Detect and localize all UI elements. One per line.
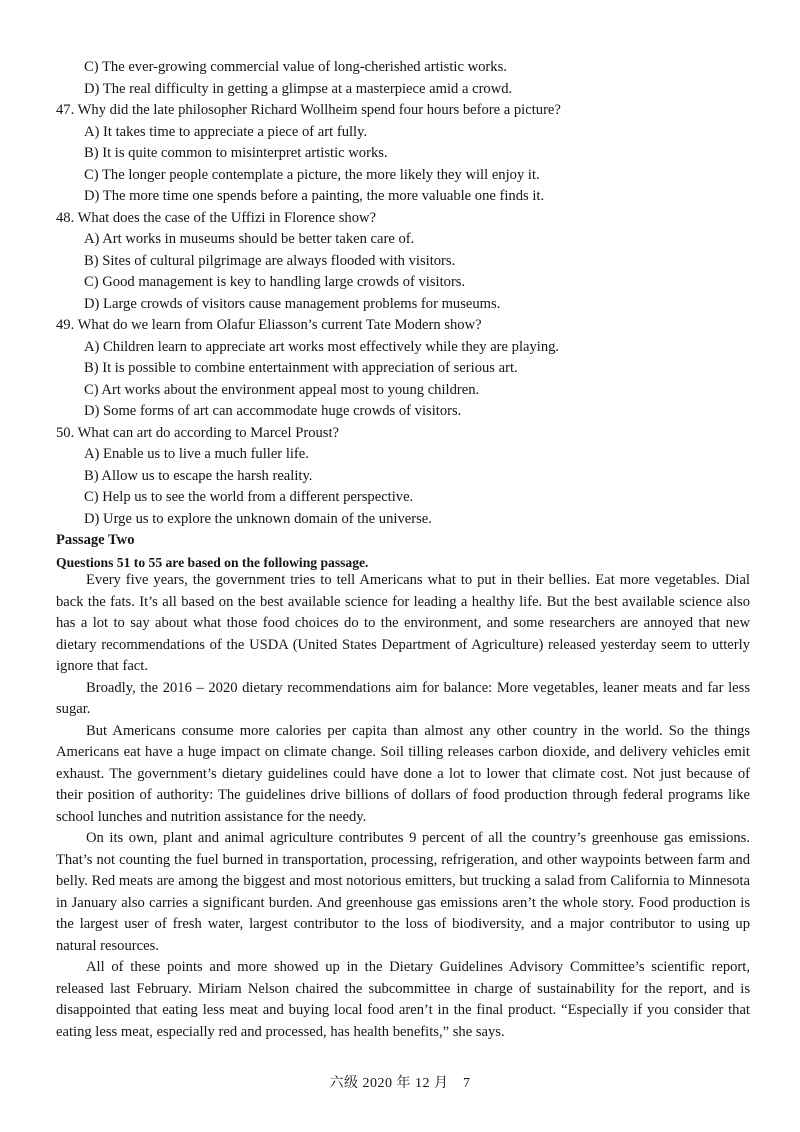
- question-49: [0, 315, 800, 423]
- passage-subtitle: Questions 51 to 55 are based on the following passage.: [56, 554, 369, 570]
- option-line: D) Some forms of art can accommodate huge crowds of visitors.: [84, 403, 462, 419]
- question-stem: 49. What do we learn from Olafur Eliasson’s current Tate Modern show?: [56, 317, 482, 333]
- option-line: B) It is quite common to misinterpret artistic works.: [84, 145, 388, 161]
- option-line: C) Art works about the environment appeal most to young children.: [84, 381, 480, 398]
- option-line: D) The more time one spends before a painting, the more valuable one finds it.: [84, 188, 545, 204]
- question-list: [0, 100, 800, 573]
- question-48: [0, 208, 800, 316]
- option-line: C) Help us to see the world from a different perspective.: [84, 489, 414, 505]
- passage-paragraph: All of these points and more showed up in the Dietary Guidelines Advisory Committee’s scientific report, released last February. Miriam Nelson chaired the subcommittee in charge of sustainability for the report, and is disappointed that eating less meat and buying local food aren’t in the final product. “Especially if you consider that eating less meat, especially red and processed, has health benefits,” she says.: [56, 959, 750, 1040]
- option-line: C) Good management is key to handling large crowds of visitors.: [84, 274, 466, 290]
- question-stem: 47. Why did the late philosopher Richard Wollheim spend four hours before a picture?: [56, 102, 561, 118]
- option-line: D) Large crowds of visitors cause management problems for museums.: [84, 295, 501, 312]
- option-line: A) It takes time to appreciate a piece of art fully.: [84, 123, 368, 140]
- passage-paragraph: Every five years, the government tries to tell Americans what to put in their bellies. Eat more vegetables. Dial back the fats. It’s all based on the best available science for leading a healthy life. But the best available science also has a lot to say about what those food choices do to the environment, and some researchers are annoyed that new dietary recommendations of the USDA (United States Department of Agriculture) released yesterday seem to utterly ignore that fact.: [56, 572, 750, 674]
- previous-question-options: [0, 57, 800, 100]
- question-47: [0, 100, 800, 208]
- option-line: B) Allow us to escape the harsh reality.: [84, 467, 313, 484]
- page-footer: 六级 2020 年 12 月 7: [329, 1076, 471, 1091]
- question-50: [0, 423, 800, 531]
- option-line: A) Art works in museums should be better taken care of.: [84, 231, 415, 247]
- passage-body: [0, 570, 800, 1043]
- option-line: A) Children learn to appreciate art works most effectively while they are playing.: [84, 338, 560, 355]
- passage-paragraph: But Americans consume more calories per capita than almost any other country in the world. So the things Americans eat have a huge impact on climate change. Soil tilling releases carbon dioxide, and delivery vehicles emit exhaust. The government’s dietary guidelines could have done a lot to lower that climate cost. Not just because of their position of authority: The guidelines drive billions of dollars of food production through federal programs like school lunches and nutrition assistance for the needy.: [56, 722, 750, 825]
- option-line: D) Urge us to explore the unknown domain of the universe.: [84, 510, 432, 527]
- question-stem: 48. What does the case of the Uffizi in Florence show?: [56, 209, 377, 226]
- passage-paragraph: Broadly, the 2016 – 2020 dietary recommendations aim for balance: More vegetables, leaner meats and far less sugar.: [56, 679, 750, 717]
- option-line: B) It is possible to combine entertainment with appreciation of serious art.: [84, 360, 518, 376]
- option-line: C) The ever-growing commercial value of long-cherished artistic works.: [84, 59, 507, 75]
- passage-title: Passage Two: [56, 532, 135, 548]
- option-line: B) Sites of cultural pilgrimage are always flooded with visitors.: [84, 252, 456, 269]
- option-line: A) Enable us to live a much fuller life.: [84, 446, 309, 462]
- question-stem: 50. What can art do according to Marcel Proust?: [56, 424, 339, 441]
- option-line: D) The real difficulty in getting a glimpse at a masterpiece amid a crowd.: [84, 80, 513, 97]
- passage-paragraph: On its own, plant and animal agriculture contributes 9 percent of all the country’s greenhouse gas emissions. That’s not counting the fuel burned in transportation, processing, refrigeration, and other waypoints between farm and belly. Red meats are among the biggest and most notorious emitters, but trucking a salad from California to Minnesota in January also carries a significant burden. And greenhouse gas emissions aren’t the whole story. Food production is the largest user of fresh water, largest contributor to the loss of biodiversity, and a major contributor to using up natural resources.: [56, 830, 750, 954]
- option-line: C) The longer people contemplate a picture, the more likely they will enjoy it.: [84, 166, 540, 183]
